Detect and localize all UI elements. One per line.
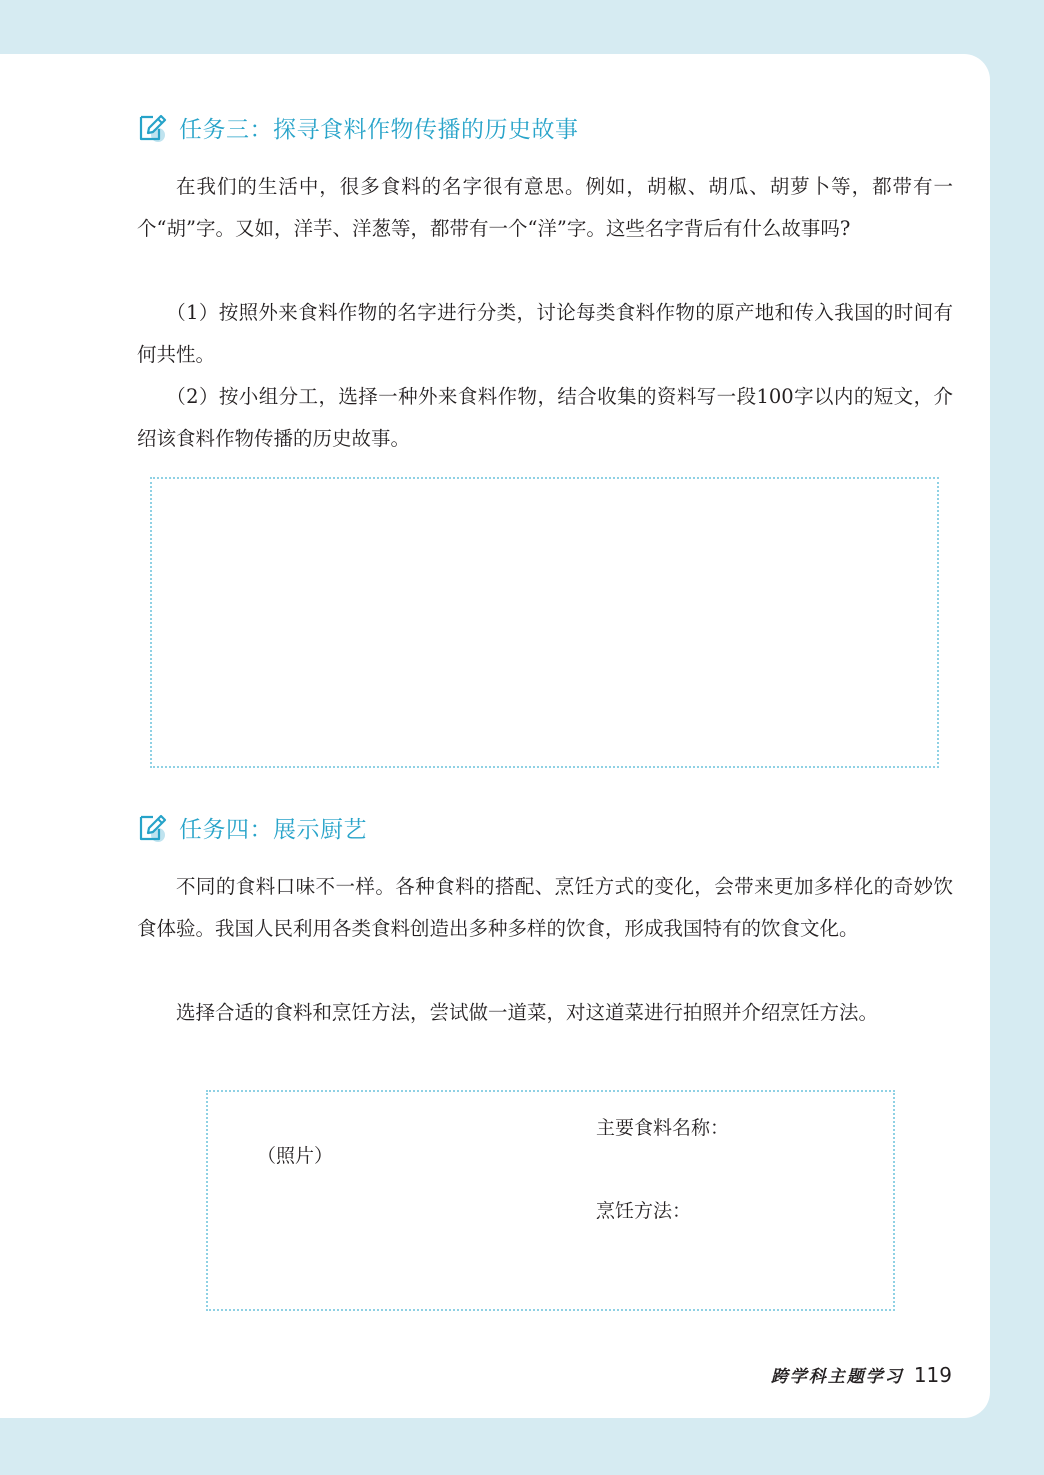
task4-paragraph-1: 不同的食料口味不一样。各种食料的搭配、烹饪方式的变化，会带来更加多样化的奇妙饮食体验。我国人民利用各类食料创造出多种多样的饮食，形成我国特有的饮食文化。	[137, 875, 953, 940]
task4-paragraph-2: 选择合适的食料和烹饪方法，尝试做一道菜，对这道菜进行拍照并介绍烹饪方法。	[176, 1001, 879, 1024]
edit-note-icon	[137, 111, 169, 143]
dish-record-box[interactable]	[206, 1090, 895, 1311]
task3-title: 任务三：探寻食料作物传播的历史故事	[179, 116, 579, 143]
task3-paragraph-2: （1）按照外来食料作物的名字进行分类，讨论每类食料作物的原产地和传入我国的时间有何共性。	[137, 301, 953, 366]
cooking-method-label: 烹饪方法：	[596, 1200, 692, 1222]
section-title: 跨学科主题学习	[770, 1367, 904, 1387]
task3-paragraph-1: 在我们的生活中，很多食料的名字很有意思。例如，胡椒、胡瓜、胡萝卜等，都带有一个“胡”字。又如，洋芋、洋葱等，都带有一个“洋”字。这些名字背后有什么故事吗?	[137, 175, 953, 240]
page-footer	[771, 1362, 952, 1387]
edit-note-icon	[137, 811, 169, 843]
task3-paragraph-3: （2）按小组分工，选择一种外来食料作物，结合收集的资料写一段100字以内的短文，介绍该食料作物传播的历史故事。	[137, 385, 953, 450]
ingredients-label: 主要食料名称：	[596, 1117, 730, 1139]
task4-title: 任务四：展示厨艺	[179, 816, 367, 843]
story-writing-box[interactable]	[150, 477, 939, 768]
task3-heading	[137, 111, 579, 143]
task4-heading	[137, 811, 367, 843]
page-number: 119	[913, 1363, 952, 1387]
photo-placeholder-label: （照片）	[257, 1145, 334, 1167]
